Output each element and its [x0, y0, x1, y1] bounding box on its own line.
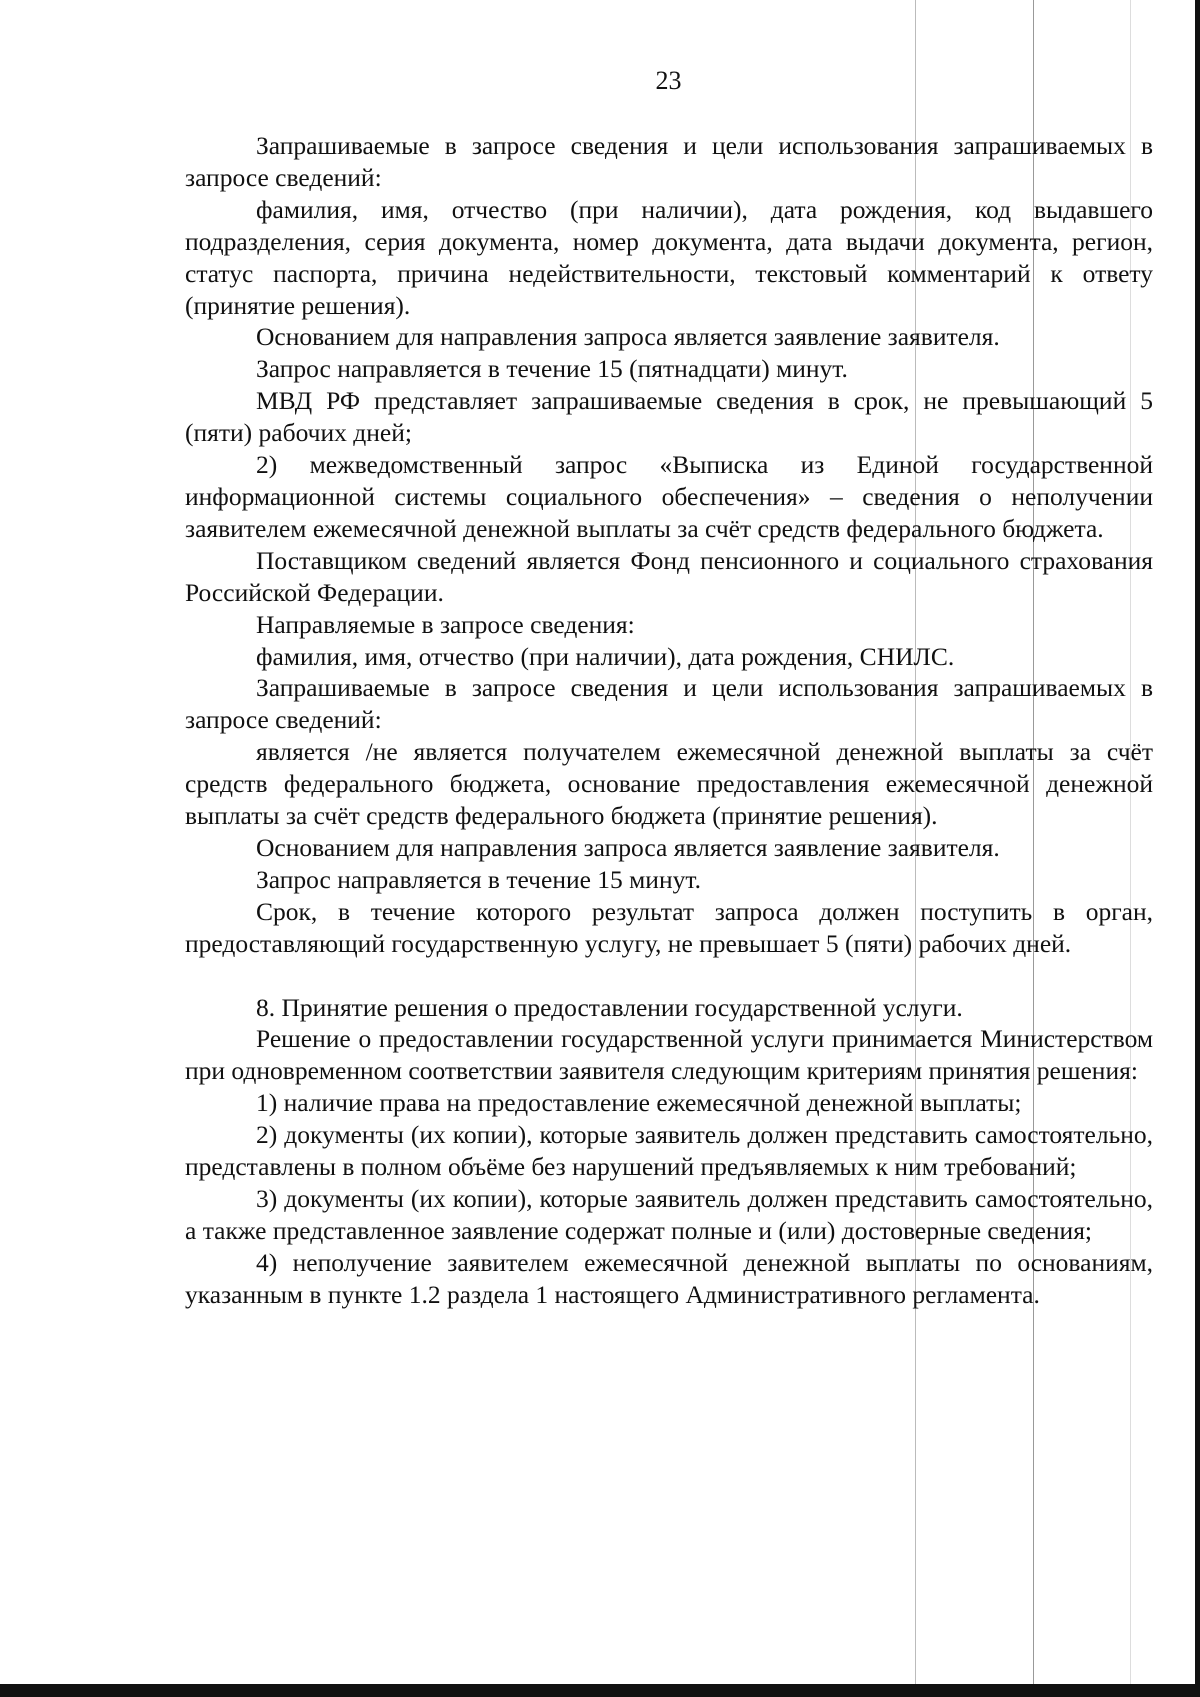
paragraph: Запрос направляется в течение 15 (пятнадцати) минут. [256, 354, 848, 384]
paragraph: Решение о предоставлении государственной услуги принимается Министерством при одновременном соответствии заявителя следующим критериям принятия решения: [185, 1024, 1153, 1086]
paragraph: МВД РФ представляет запрашиваемые сведения в срок, не превышающий 5 (пяти) рабочих дней; [185, 386, 1153, 448]
paragraph: Основанием для направления запроса является заявление заявителя. [256, 832, 1000, 862]
paragraph: Направляемые в запросе сведения: [256, 609, 635, 639]
paragraph: является /не является получателем ежемесячной денежной выплаты за счёт средств федерального бюджета, основание предоставления ежемесячной денежной выплаты за счёт средств федерального бюджета (принятие решения). [185, 737, 1153, 831]
paragraph: Основанием для направления запроса является заявление заявителя. [256, 322, 1000, 352]
paragraph: Срок, в течение которого результат запроса должен поступить в орган, предоставляющий государственную услугу, не превышает 5 (пяти) рабочих дней. [185, 896, 1153, 958]
paragraph: Запрос направляется в течение 15 минут. [256, 864, 701, 894]
paragraph: Запрашиваемые в запросе сведения и цели использования запрашиваемых в запросе сведений: [185, 673, 1153, 735]
scan-edge-right [1195, 0, 1200, 1697]
document-body [185, 130, 1153, 1311]
paragraph: Запрашиваемые в запросе сведения и цели использования запрашиваемых в запросе сведений: [185, 131, 1153, 192]
paragraph: 2) документы (их копии), которые заявитель должен представить самостоятельно, представлены в полном объёме без нарушений предъявляемых к ним требований; [185, 1120, 1153, 1182]
paragraph: 3) документы (их копии), которые заявитель должен представить самостоятельно, а также представленное заявление содержат полные и (или) достоверные сведения; [185, 1184, 1153, 1245]
paragraph: 4) неполучение заявителем ежемесячной денежной выплаты по основаниям, указанным в пункте 1.2 раздела 1 настоящего Административного регламента. [185, 1247, 1153, 1309]
page-number: 23 [655, 66, 682, 95]
paragraph: 1) наличие права на предоставление ежемесячной денежной выплаты; [256, 1088, 1022, 1118]
paragraph: 2) межведомственный запрос «Выписка из Единой государственной информационной системы социального обеспечения» – сведения о неполучении заявителем ежемесячной денежной выплаты за счёт средств федерального бюджета. [185, 450, 1153, 543]
section-heading: 8. Принятие решения о предоставлении государственной услуги. [256, 992, 963, 1022]
paragraph: фамилия, имя, отчество (при наличии), дата рождения, код выдавшего подразделения, серия документа, номер документа, дата выдачи документа, регион, статус паспорта, причина недействительности, текстовый комментарий к ответу (принятие решения). [185, 194, 1153, 320]
paragraph: фамилия, имя, отчество (при наличии), дата рождения, СНИЛС. [256, 641, 955, 671]
scan-edge-bottom [0, 1684, 1200, 1697]
paragraph: Поставщиком сведений является Фонд пенсионного и социального страхования Российской Федерации. [185, 545, 1153, 607]
